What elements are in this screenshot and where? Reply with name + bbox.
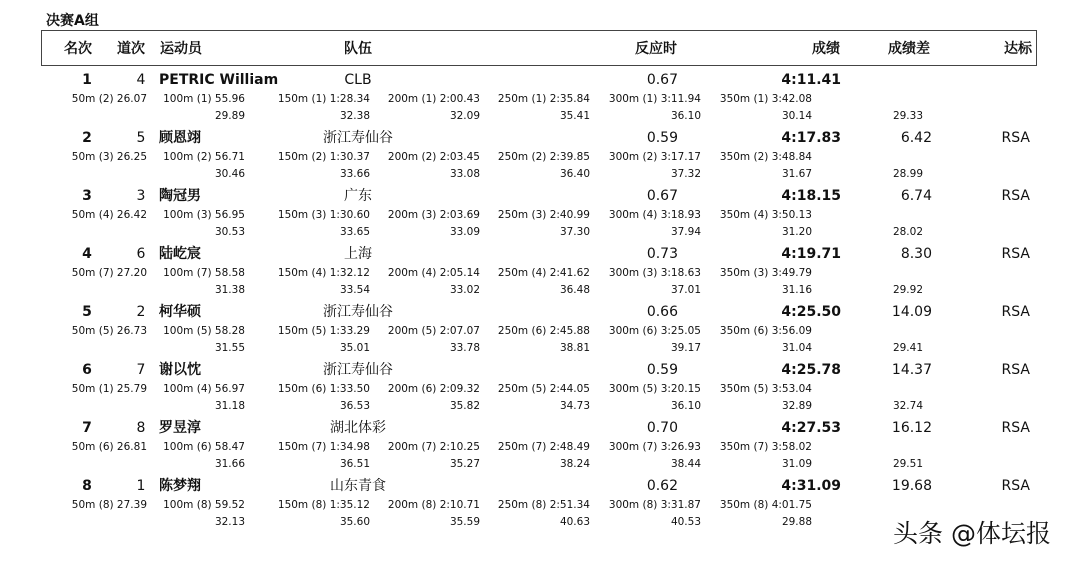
lap-time: 31.67 [781,168,812,180]
lap-time: 33.08 [449,168,480,180]
split-time: 300m (7) 3:26.93 [608,441,701,453]
split-time: 200m (8) 2:10.71 [387,499,480,511]
rank: 1 [82,72,92,88]
final-time: 4:17.83 [781,130,841,146]
reaction-time: 0.59 [646,130,678,146]
team-name: 广东 [344,188,372,204]
lap-time: 32.13 [214,516,245,528]
split-time: 50m (6) 26.81 [71,441,147,453]
standard-badge: RSA [1001,478,1030,494]
split-time: 100m (8) 59.52 [163,499,245,511]
split-time: 250m (4) 2:41.62 [497,267,590,279]
lap-time: 31.16 [781,284,812,296]
lap-time: 33.66 [339,168,370,180]
split-time: 50m (7) 27.20 [71,267,147,279]
time-diff: 19.68 [891,478,932,494]
lap-time: 36.40 [559,168,590,180]
reaction-time: 0.59 [646,362,678,378]
split-time: 300m (3) 3:18.63 [608,267,701,279]
lap-time: 29.92 [892,284,923,296]
split-time: 150m (1) 1:28.34 [277,93,370,105]
lap-time: 37.32 [670,168,701,180]
athlete-name: 陈梦翔 [159,478,201,494]
reaction-time: 0.66 [646,304,678,320]
lap-time: 37.94 [670,226,701,238]
split-time: 150m (4) 1:32.12 [277,267,370,279]
split-time: 150m (3) 1:30.60 [277,209,370,221]
lap-time: 35.27 [449,458,480,470]
lap-time: 32.89 [781,400,812,412]
athlete-name: 顾恩翊 [159,130,201,146]
page-title: 决赛A组 [46,13,99,29]
split-time: 100m (1) 55.96 [163,93,245,105]
lap-time: 32.74 [892,400,923,412]
lap-time: 31.18 [214,400,245,412]
rank: 5 [82,304,92,320]
time-diff: 6.42 [900,130,932,146]
split-time: 350m (3) 3:49.79 [719,267,812,279]
lap-time: 30.53 [214,226,245,238]
split-time: 50m (8) 27.39 [71,499,147,511]
time-diff: 16.12 [891,420,932,436]
table-row [0,126,1080,184]
time-diff: 8.30 [900,246,932,262]
lap-time: 36.10 [670,400,701,412]
lap-time: 33.02 [449,284,480,296]
header-diff: 成绩差 [888,41,930,57]
split-time: 300m (4) 3:18.93 [608,209,701,221]
split-time: 150m (2) 1:30.37 [277,151,370,163]
time-diff: 14.37 [891,362,932,378]
table-row [0,300,1080,358]
standard-badge: RSA [1001,420,1030,436]
rank: 6 [82,362,92,378]
split-time: 300m (6) 3:25.05 [608,325,701,337]
rank: 8 [82,478,92,494]
lap-time: 31.20 [781,226,812,238]
split-time: 200m (3) 2:03.69 [387,209,480,221]
split-time: 100m (7) 58.58 [163,267,245,279]
lap-time: 36.48 [559,284,590,296]
split-time: 100m (4) 56.97 [163,383,245,395]
table-row [0,242,1080,300]
lap-time: 38.24 [559,458,590,470]
header-team: 队伍 [344,41,372,57]
table-row [0,358,1080,416]
split-time: 150m (7) 1:34.98 [277,441,370,453]
split-time: 200m (1) 2:00.43 [387,93,480,105]
split-time: 350m (4) 3:50.13 [719,209,812,221]
table-row [0,184,1080,242]
team-name: 浙江寿仙谷 [323,130,393,146]
split-time: 350m (8) 4:01.75 [719,499,812,511]
reaction-time: 0.70 [646,420,678,436]
lap-time: 40.53 [670,516,701,528]
lap-time: 33.78 [449,342,480,354]
lap-time: 28.99 [892,168,923,180]
header-time: 成绩 [812,41,840,57]
split-time: 250m (2) 2:39.85 [497,151,590,163]
lap-time: 30.46 [214,168,245,180]
header-rank: 名次 [64,41,92,57]
split-time: 150m (6) 1:33.50 [277,383,370,395]
split-time: 250m (3) 2:40.99 [497,209,590,221]
lap-time: 33.09 [449,226,480,238]
final-time: 4:25.50 [781,304,841,320]
lap-time: 31.38 [214,284,245,296]
split-time: 250m (7) 2:48.49 [497,441,590,453]
lap-time: 29.41 [892,342,923,354]
lap-time: 31.66 [214,458,245,470]
team-name: 湖北体彩 [330,420,386,436]
reaction-time: 0.62 [646,478,678,494]
lap-time: 34.73 [559,400,590,412]
watermark: 头条 @体坛报 [893,519,1051,548]
rank: 3 [82,188,92,204]
split-time: 50m (2) 26.07 [71,93,147,105]
split-time: 150m (8) 1:35.12 [277,499,370,511]
lane: 4 [136,72,146,88]
lap-time: 29.88 [781,516,812,528]
split-time: 50m (5) 26.73 [71,325,147,337]
lane: 3 [136,188,146,204]
results-table [0,68,1080,532]
header-athlete: 运动员 [160,41,202,57]
standard-badge: RSA [1001,188,1030,204]
split-time: 250m (1) 2:35.84 [497,93,590,105]
lap-time: 39.17 [670,342,701,354]
lap-time: 32.38 [339,110,370,122]
standard-badge: RSA [1001,130,1030,146]
lap-time: 31.04 [781,342,812,354]
athlete-name: 罗昱淳 [159,420,201,436]
header-reaction: 反应时 [635,41,677,57]
lap-time: 35.59 [449,516,480,528]
lane: 6 [136,246,146,262]
split-time: 100m (6) 58.47 [163,441,245,453]
split-time: 200m (7) 2:10.25 [387,441,480,453]
split-time: 200m (6) 2:09.32 [387,383,480,395]
standard-badge: RSA [1001,362,1030,378]
split-time: 350m (1) 3:42.08 [719,93,812,105]
split-time: 300m (2) 3:17.17 [608,151,701,163]
lap-time: 35.01 [339,342,370,354]
rank: 4 [82,246,92,262]
lap-time: 37.30 [559,226,590,238]
time-diff: 6.74 [900,188,932,204]
lap-time: 38.44 [670,458,701,470]
lane: 5 [136,130,146,146]
final-time: 4:11.41 [781,72,841,88]
split-time: 350m (7) 3:58.02 [719,441,812,453]
lap-time: 31.09 [781,458,812,470]
lane: 8 [136,420,146,436]
athlete-name: 陆屹宸 [159,246,201,262]
final-time: 4:18.15 [781,188,841,204]
lap-time: 32.09 [449,110,480,122]
time-diff: 14.09 [891,304,932,320]
split-time: 300m (5) 3:20.15 [608,383,701,395]
split-time: 200m (5) 2:07.07 [387,325,480,337]
split-time: 50m (1) 25.79 [71,383,147,395]
table-row [0,68,1080,126]
reaction-time: 0.73 [646,246,678,262]
split-time: 50m (4) 26.42 [71,209,147,221]
lap-time: 37.01 [670,284,701,296]
lap-time: 36.53 [339,400,370,412]
rank: 7 [82,420,92,436]
split-time: 200m (4) 2:05.14 [387,267,480,279]
split-time: 250m (6) 2:45.88 [497,325,590,337]
lap-time: 35.41 [559,110,590,122]
split-time: 350m (5) 3:53.04 [719,383,812,395]
team-name: 山东青食 [330,478,386,494]
split-time: 100m (3) 56.95 [163,209,245,221]
split-time: 100m (2) 56.71 [163,151,245,163]
split-time: 50m (3) 26.25 [71,151,147,163]
lap-time: 29.89 [214,110,245,122]
athlete-name: PETRIC William [159,72,279,88]
split-time: 150m (5) 1:33.29 [277,325,370,337]
lap-time: 38.81 [559,342,590,354]
lap-time: 29.33 [892,110,923,122]
final-time: 4:27.53 [781,420,841,436]
lap-time: 36.10 [670,110,701,122]
final-time: 4:19.71 [781,246,841,262]
header-lane: 道次 [117,41,145,57]
split-time: 300m (8) 3:31.87 [608,499,701,511]
table-row [0,416,1080,474]
final-time: 4:25.78 [781,362,841,378]
split-time: 100m (5) 58.28 [163,325,245,337]
split-time: 350m (6) 3:56.09 [719,325,812,337]
lap-time: 31.55 [214,342,245,354]
table-header [41,30,1037,66]
split-time: 200m (2) 2:03.45 [387,151,480,163]
reaction-time: 0.67 [646,188,678,204]
lane: 7 [136,362,146,378]
team-name: 上海 [344,246,372,262]
split-time: 300m (1) 3:11.94 [608,93,701,105]
athlete-name: 谢以忱 [159,362,201,378]
standard-badge: RSA [1001,246,1030,262]
athlete-name: 柯华硕 [159,304,201,320]
split-time: 350m (2) 3:48.84 [719,151,812,163]
lap-time: 28.02 [892,226,923,238]
lap-time: 35.82 [449,400,480,412]
lap-time: 36.51 [339,458,370,470]
standard-badge: RSA [1001,304,1030,320]
lap-time: 33.65 [339,226,370,238]
lap-time: 35.60 [339,516,370,528]
lap-time: 33.54 [339,284,370,296]
split-time: 250m (5) 2:44.05 [497,383,590,395]
lap-time: 40.63 [559,516,590,528]
athlete-name: 陶冠男 [159,188,201,204]
final-time: 4:31.09 [781,478,841,494]
team-name: 浙江寿仙谷 [323,304,393,320]
lane: 2 [136,304,146,320]
header-standard: 达标 [1004,41,1032,57]
lap-time: 30.14 [781,110,812,122]
lane: 1 [136,478,146,494]
split-time: 250m (8) 2:51.34 [497,499,590,511]
reaction-time: 0.67 [646,72,678,88]
team-name: CLB [344,72,372,88]
team-name: 浙江寿仙谷 [323,362,393,378]
lap-time: 29.51 [892,458,923,470]
rank: 2 [82,130,92,146]
